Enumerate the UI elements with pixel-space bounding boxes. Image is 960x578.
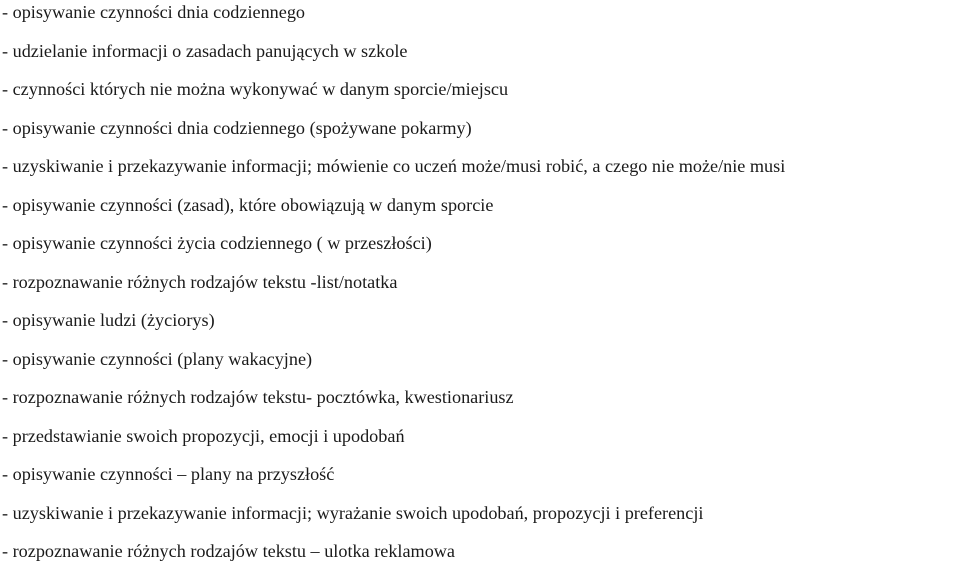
document-body (2, 0, 958, 578)
list-item: - uzyskiwanie i przekazywanie informacji; mówienie co uczeń może/musi robić, a czego nie może/nie musi (2, 156, 786, 176)
list-item: - opisywanie czynności (plany wakacyjne) (2, 348, 313, 369)
list-item: - opisywanie czynności życia codziennego ( w przeszłości) (2, 233, 432, 253)
list-item: - rozpoznawanie różnych rodzajów tekstu- pocztówka, kwestionariusz (2, 387, 514, 407)
list-item: - opisywanie czynności dnia codziennego (spożywane pokarmy) (2, 117, 472, 138)
list-item: - czynności których nie można wykonywać w danym sporcie/miejscu (2, 79, 509, 99)
list-item: - opisywanie czynności – plany na przyszłość (2, 464, 335, 484)
list-item: - udzielanie informacji o zasadach panujących w szkole (2, 40, 408, 61)
list-item: - opisywanie czynności dnia codziennego (2, 2, 306, 22)
list-item: - rozpoznawanie różnych rodzajów tekstu – ulotka reklamowa (2, 541, 456, 561)
list-item: - przedstawianie swoich propozycji, emocji i upodobań (2, 425, 405, 446)
list-item: - uzyskiwanie i przekazywanie informacji; wyrażanie swoich upodobań, propozycji i preferencji (2, 502, 704, 523)
list-item: - rozpoznawanie różnych rodzajów tekstu -list/notatka (2, 271, 398, 292)
list-item: - opisywanie ludzi (życiorys) (2, 310, 215, 330)
list-item: - opisywanie czynności (zasad), które obowiązują w danym sporcie (2, 194, 494, 215)
